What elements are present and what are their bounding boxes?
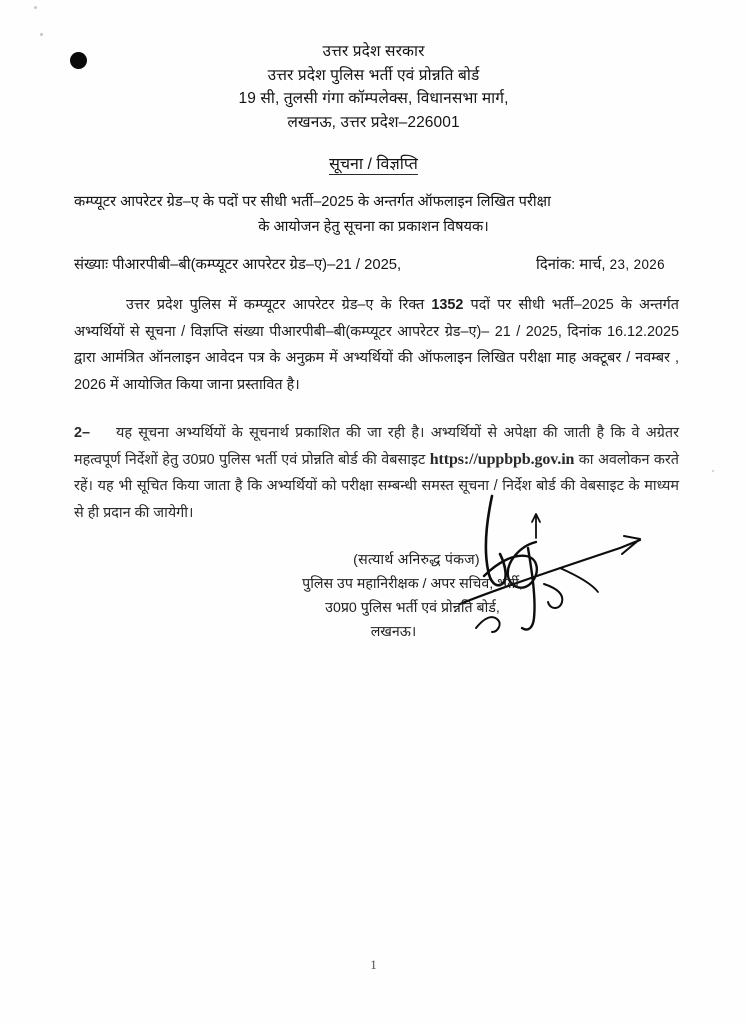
vacancy-count: 1352 (431, 297, 464, 313)
address-line-2: लखनऊ, उत्तर प्रदेश–226001 (287, 113, 460, 131)
paragraph-1-text-before-count: उत्तर प्रदेश पुलिस में कम्प्यूटर आपरेटर ग्रेड–ए के रिक्त (126, 297, 432, 313)
subject-block (74, 190, 673, 240)
signatory-designation-2: उ0प्र0 पुलिस भर्ती एवं प्रोन्नति बोर्ड, (325, 600, 500, 616)
letterhead (0, 40, 747, 134)
paragraph-1-text-after-count: पदों पर सीधी भर्ती–2025 के अन्तर्गत अभ्यर्थियों से सूचना / विज्ञप्ति संख्या पीआरपीबी–बी(कम्प्यूटर आपरेटर ग्रेड–ए)– 21 / 2025, दिनांक 16.12.2025 द्वारा आमंत्रित ऑनलाइन आवेदन पत्र के अनुक्रम में अभ्यर्थियों की ऑफलाइन लिखित परीक्षा माह अक्टूबर / नवम्बर , 2026 में आयोजित किया जाना प्रस्तावित है। (74, 297, 679, 393)
paragraph-2-text-before-url: यह सूचना अभ्यर्थियों के सूचनार्थ प्रकाशित की जा रही है। अभ्यर्थियों से अपेक्षा की जाती है कि वे अग्रेतर महत्वपूर्ण निर्देशों हेतु उ0प्र0 पुलिस भर्ती एवं प्रोन्नति बोर्ड की वेबसाइट (74, 425, 679, 468)
paragraph-2 (74, 420, 679, 526)
document-type-heading (0, 152, 747, 174)
signatory-designation-3: लखनऊ। (370, 624, 417, 640)
signatory-designation-1: पुलिस उप महानिरीक्षक / अपर सचिव, भर्ती, (302, 576, 523, 592)
reference-date-value: 23, 2026 (609, 257, 665, 272)
paragraph-1 (74, 292, 679, 398)
reference-number (74, 254, 401, 274)
address-line-1: 19 सी, तुलसी गंगा कॉम्पलेक्स, विधानसभा मार्ग, (238, 90, 509, 107)
reference-row (74, 254, 673, 274)
reference-number-label: संख्याः (74, 257, 109, 273)
board-website-link[interactable]: https://uppbpb.gov.in (429, 450, 575, 468)
board-name: उत्तर प्रदेश पुलिस भर्ती एवं प्रोन्नति बोर्ड (267, 66, 480, 84)
document-type-label: सूचना / विज्ञप्ति (329, 156, 418, 173)
signatory-name: (सत्यार्थ अनिरुद्ध पंकज) (353, 552, 480, 568)
page-number: 1 (370, 958, 377, 972)
paragraph-2-text-after-url: का अवलोकन करते रहें। यह भी सूचित किया जाता है कि अभ्यर्थियों को परीक्षा सम्बन्धी समस्त सूचना / निर्देश बोर्ड की वेबसाइट के माध्यम से ही प्रदान की जायेगी। (74, 451, 679, 521)
reference-number-value: पीआरपीबी–बी(कम्प्यूटर आपरेटर ग्रेड–ए)–21 / 2025, (112, 257, 402, 273)
signature-block (0, 548, 747, 644)
subject-line-2: के आयोजन हेतु सूचना का प्रकाशन विषयक। (258, 219, 489, 235)
paragraph-2-marker: 2– (74, 425, 91, 441)
reference-date (536, 254, 673, 274)
reference-date-label: दिनांक: (536, 257, 576, 273)
govt-name: उत्तर प्रदेश सरकार (322, 43, 425, 60)
reference-date-month: मार्च, (579, 257, 606, 273)
subject-line-1: कम्प्यूटर आपरेटर ग्रेड–ए के पदों पर सीधी भर्ती–2025 के अन्तर्गत ऑफलाइन लिखित परीक्षा (74, 194, 551, 210)
